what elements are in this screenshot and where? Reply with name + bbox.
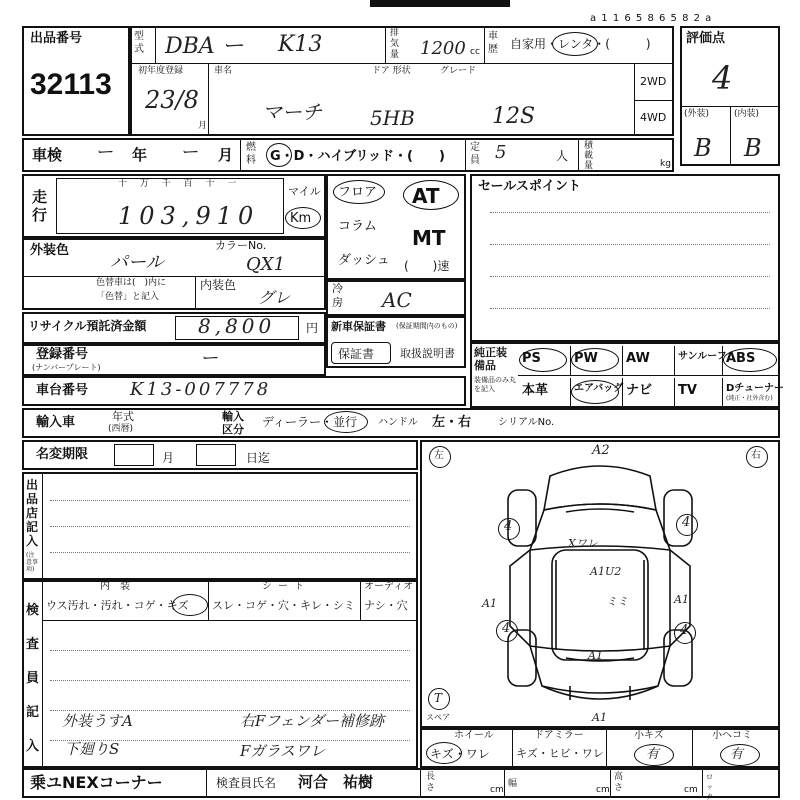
history-options: 自家用・レンタ・( ) [510,37,651,51]
plate-sub: (ナンバープレート) [32,363,101,372]
warranty-guarantee-box [331,342,391,364]
shaken-month-value: ー [180,142,198,163]
exhibitor-sub: (注意事項) [26,552,39,573]
equipment-item-circle [723,348,777,372]
ac-label: 冷房 [332,282,343,309]
inspector-label: 検査員記入 [26,603,40,754]
chassis-value: K13-007778 [130,379,272,400]
interior-color-value: グレ [258,288,291,307]
barcode-number: a 1 1 6 5 8 6 5 8 2 a [590,13,713,24]
inspector-name-label: 検査員氏名 [216,776,277,790]
interior-color-label: 内装色 [200,278,237,292]
grade-label: 評価点 [686,31,726,46]
exhibitor-label: 出品店記入 [26,478,39,548]
diagram-mark-rear: A1 [588,649,603,662]
wheel-options: キズ・ワレ [430,747,490,761]
name-value: マーチ [262,100,322,124]
name-change-label: 名変期限 [36,447,89,462]
capacity-value: 5 [495,142,507,163]
equipment-label: 純正装備品 [474,346,507,372]
diagram-mark-bumper: A1 [592,711,607,724]
wheel-circle [426,742,462,764]
shift-floor-circle [333,180,385,204]
equipment-note: 装備品のみ丸を記入 [474,376,516,393]
doors-value: 5HB [370,106,415,130]
shift-column: コラム [338,219,377,234]
width-label: 幅 [508,779,518,789]
warranty-manual: 取扱説明書 [400,347,455,360]
interior-check-options: ウス汚れ・汚れ・コゲ・キズ [46,599,189,612]
equipment-item: PW [574,351,598,366]
shift-at-circle [403,180,459,210]
displacement-value: 1200 [420,38,466,59]
diagram-mark-center: ミミ [606,595,628,608]
doors-label: ドア 形状 [372,66,411,76]
recycle-label: リサイクル預託済金額 [28,319,147,333]
interior-grade-value: B [744,134,762,162]
color-change-note-1: 色替車は( )内に [96,278,167,288]
diagram-mark-a2: A2 [592,443,610,458]
fuel-options: G・D・ハイブリッド・( ) [270,149,445,164]
capacity-label: 定員 [470,142,480,166]
shift-at: AT [412,184,440,208]
spare-label: スペア [426,713,450,722]
mirror-label: ドアミラー [534,730,584,741]
drive-4wd: 4WD [640,111,667,124]
history-circle-rental [552,32,598,56]
car-diagram [470,450,730,720]
equipment-item-circle [571,348,619,372]
shift-dash: ダッシュ [338,253,390,268]
height-unit: cm [684,785,698,795]
first-reg-value: 23/8 [145,86,199,114]
color-change-note-2: 「色替」と記入 [96,292,160,302]
first-reg-unit: 月 [198,121,208,131]
mirror-options: キズ・ヒビ・ワレ [516,747,604,760]
color-code-label: カラーNo. [215,239,267,252]
diagram-left: 左 [434,450,444,461]
diagram-mark-tire-rr: 4 [680,623,689,638]
seat-check-options: スレ・コゲ・穴・キレ・シミ [212,599,355,612]
fuel-circle-g [266,143,292,167]
exterior-grade-label: (外装) [684,109,710,119]
lot-number: 32113 [30,68,112,101]
diagram-mark-left-door: A1 [482,597,497,610]
lot-label: 出品番号 [30,31,83,46]
shaken-label: 車検 [32,146,63,164]
import-year-label: 年式 [112,410,134,423]
equipment-item: サンルーフ [678,351,727,362]
equipment-item: ナビ [626,383,653,398]
audio-check-label: オーディオ [364,581,414,592]
diagram-mark-glass: Xワレ [568,537,598,550]
type-label: 型式 [134,31,144,55]
small-dent-label: 小ヘコミ [712,730,752,741]
name-label: 車名 [214,66,233,76]
shaken-year-value: ー [95,142,113,163]
shift-speed: ( )速 [404,259,450,273]
name-change-month: 月 [162,451,175,465]
warranty-note: (保証期間内のもの) [396,322,458,330]
small-scratch-label: 小キズ [634,730,664,741]
warranty-label: 新車保証書 [331,320,386,333]
displacement-label: 排気量 [390,28,400,60]
warranty-guarantee: 保証書 [338,347,375,361]
equipment-row2-note: (純正・社外含む) [726,395,773,402]
load-label: 積載量 [584,141,594,171]
handle-label: ハンドル [378,417,418,428]
inspector-note-4: Fガラスワレ [240,742,325,760]
load-unit: kg [660,159,671,169]
history-label: 車歴 [488,31,498,55]
small-scratch-value: 有 [646,747,660,762]
inspector-note-2: 下廻りS [64,740,120,758]
grade-label: グレード [440,66,477,76]
handle-value: 左・右 [432,415,472,430]
inspector-note-3: 右Fフェンダー補修跡 [240,712,385,730]
import-category-value: ディーラー・並行 [262,415,358,429]
type-value: DBA ー [165,34,244,59]
plate-label: 登録番号 [36,347,89,362]
fuel-label: 燃料 [246,142,256,166]
height-label: 高さ [614,772,624,793]
wheel-label: ホイール [454,730,494,741]
length-unit: cm [490,785,504,795]
diagram-mark-roof: A1U2 [590,565,622,578]
small-dent-value: 有 [730,747,744,762]
corner-name: 乗ユNEXコーナー [30,773,163,792]
interior-check-circle [172,594,208,616]
diagram-mark-tire-fl: 4 [504,519,513,534]
grade-score: 4 [712,59,733,97]
shift-floor: フロア [338,185,378,200]
shift-mt: MT [412,226,446,250]
inspector-name: 河合 祐樹 [298,773,374,791]
equipment-item-circle [519,348,567,372]
first-reg-label: 初年度登録 [138,66,184,76]
header-title-fragment [370,0,510,7]
plate-value: ー [200,348,218,369]
diagram-mark-right-door: A1 [674,593,689,606]
color-label: 外装色 [30,243,70,258]
equipment-item-circle [571,380,619,404]
car-outline [508,466,692,700]
import-parallel-circle [324,411,368,433]
exterior-grade-value: B [694,134,712,162]
recycle-value: 8,800 [198,314,276,338]
equipment-item: ABS [726,351,756,366]
interior-check-label: 内装 [100,581,140,592]
equipment-item: Dチューナー [726,383,785,394]
recycle-unit: 円 [306,321,319,335]
sales-point-box [470,174,780,342]
equipment-item: PS [522,351,541,366]
seat-check-label: シート [262,581,310,592]
diagram-mark-tire-rl: 4 [502,621,511,636]
model-code: K13 [278,32,323,57]
width-unit: cm [596,785,610,795]
import-label: 輸入車 [36,415,76,430]
import-category-label: 輸入区分 [222,410,244,436]
interior-grade-label: (内装) [734,109,760,119]
mileage-label: 走行 [32,188,48,224]
equipment-item: 本革 [522,383,549,398]
length-label: 長さ [426,772,436,793]
name-change-day: 日迄 [246,451,271,465]
displacement-unit: cc [470,47,480,57]
spare-mark: T [434,691,443,705]
shaken-month-label: 月 [218,146,234,164]
capacity-unit: 人 [556,149,569,163]
mileage-unit-km: Km [290,211,312,226]
color-code-value: QX1 [246,254,286,275]
shaken-year-label: 年 [132,146,148,164]
sales-point-label: セールスポイント [478,179,581,194]
mileage-value: 103,910 [118,202,260,230]
mileage-unit-mile: マイル [288,185,321,198]
audio-check-options: ナシ・穴 [364,599,408,612]
drive-2wd: 2WD [640,75,667,88]
equipment-item: TV [678,383,697,398]
serial-label: シリアルNo. [498,417,555,428]
lock-label: ロック [706,773,713,800]
mileage-km-circle [285,207,321,229]
inspector-note-1: 外装うすA [62,712,133,730]
diagram-mark-tire-fr: 4 [682,515,691,530]
equipment-item: エアバッグ [574,383,624,394]
equipment-item: AW [626,351,650,366]
mileage-digits-header: 十 万 千 百 十 一 [118,179,242,189]
grade-value: 12S [492,104,536,129]
color-value: パール [110,252,164,273]
import-year-sub: (西暦) [108,424,134,434]
diagram-right: 右 [751,450,761,461]
ac-value: AC [382,288,412,312]
chassis-label: 車台番号 [36,383,89,398]
